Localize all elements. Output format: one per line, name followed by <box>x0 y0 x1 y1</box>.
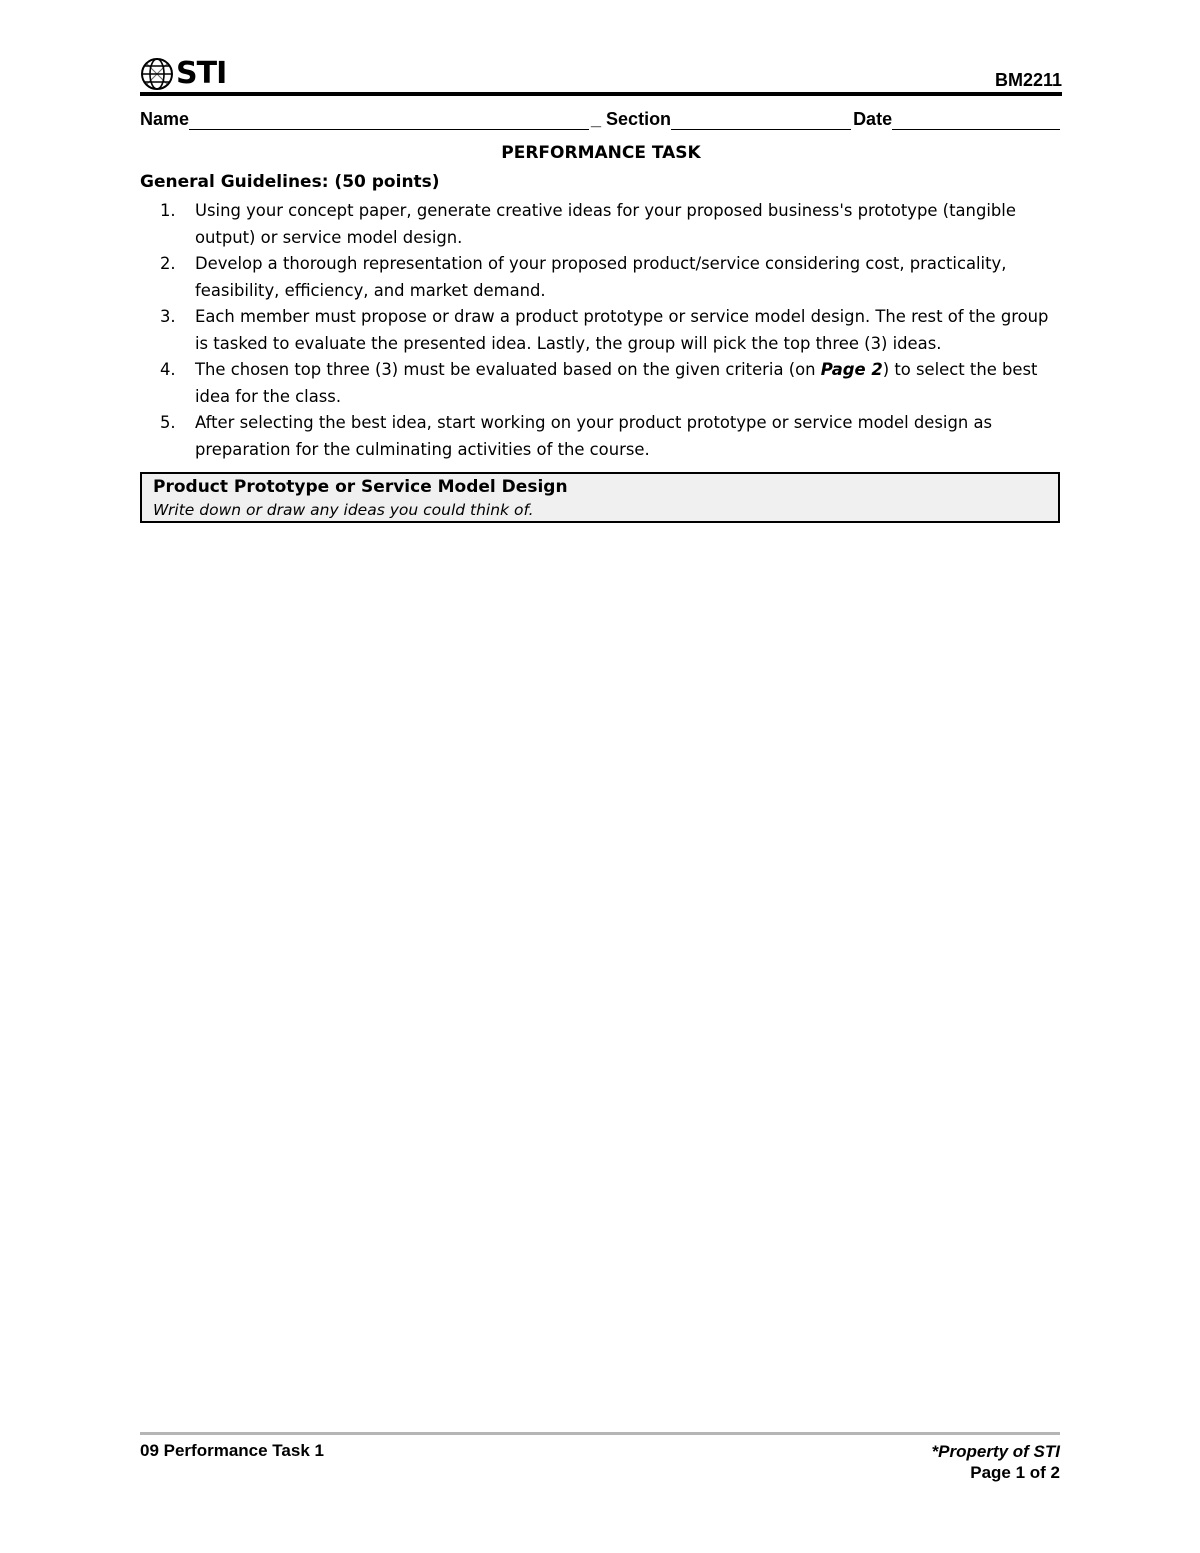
guideline-item <box>140 304 1062 357</box>
footer-document-title: 09 Performance Task 1 <box>140 1441 324 1460</box>
guideline-text: Develop a thorough representation of your proposed product/service considering cost, practicality, feasibility, efficiency, and market demand. <box>195 254 1007 300</box>
guideline-text: Using your concept paper, generate creative ideas for your proposed business's prototype (tangible output) or service model design. <box>195 201 1016 247</box>
design-box-instructions: Write down or draw any ideas you could think of. <box>153 501 534 519</box>
sti-logo <box>140 56 226 92</box>
student-info-row <box>140 104 1062 130</box>
guidelines-heading: General Guidelines: (50 points) <box>140 172 440 192</box>
section-field[interactable] <box>671 111 851 130</box>
globe-icon <box>140 57 174 91</box>
design-box-title: Product Prototype or Service Model Design <box>153 477 568 497</box>
guideline-number: 1. <box>160 201 176 220</box>
page-reference: Page 2 <box>820 360 883 379</box>
name-label: Name <box>140 109 190 129</box>
guideline-item <box>140 198 1062 251</box>
guideline-number: 2. <box>160 254 176 273</box>
logo-text: STI <box>176 56 227 91</box>
guideline-text-before: The chosen top three (3) must be evaluated based on the given criteria (on <box>195 360 821 379</box>
guideline-text: Each member must propose or draw a product prototype or service model design. The rest of the group is tasked to evaluate the presented idea. Lastly, the group will pick the top three (3) ideas. <box>195 307 1049 353</box>
guideline-number: 5. <box>160 413 176 432</box>
page-header <box>140 56 1062 96</box>
header-divider <box>140 92 1062 96</box>
footer-divider <box>140 1432 1060 1435</box>
section-label: _ Section <box>591 109 672 129</box>
guideline-item <box>140 357 1062 410</box>
date-label: Date <box>853 109 893 129</box>
guidelines-list <box>140 198 1062 463</box>
guideline-item <box>140 410 1062 463</box>
design-box <box>140 472 1060 523</box>
guideline-item <box>140 251 1062 304</box>
guideline-number: 3. <box>160 307 176 326</box>
footer-right <box>932 1441 1060 1483</box>
name-field[interactable] <box>189 111 589 130</box>
guideline-text-after: ) to select the best idea for the class. <box>195 360 1038 406</box>
page-title: PERFORMANCE TASK <box>501 143 701 163</box>
guideline-text: After selecting the best idea, start working on your product prototype or service model design as preparation for the culminating activities of the course. <box>195 413 993 459</box>
guideline-number: 4. <box>160 360 176 379</box>
property-notice: *Property of STI <box>931 1442 1060 1461</box>
date-field[interactable] <box>892 111 1060 130</box>
page-number: Page 1 of 2 <box>970 1463 1060 1482</box>
document-code: BM2211 <box>994 70 1062 90</box>
